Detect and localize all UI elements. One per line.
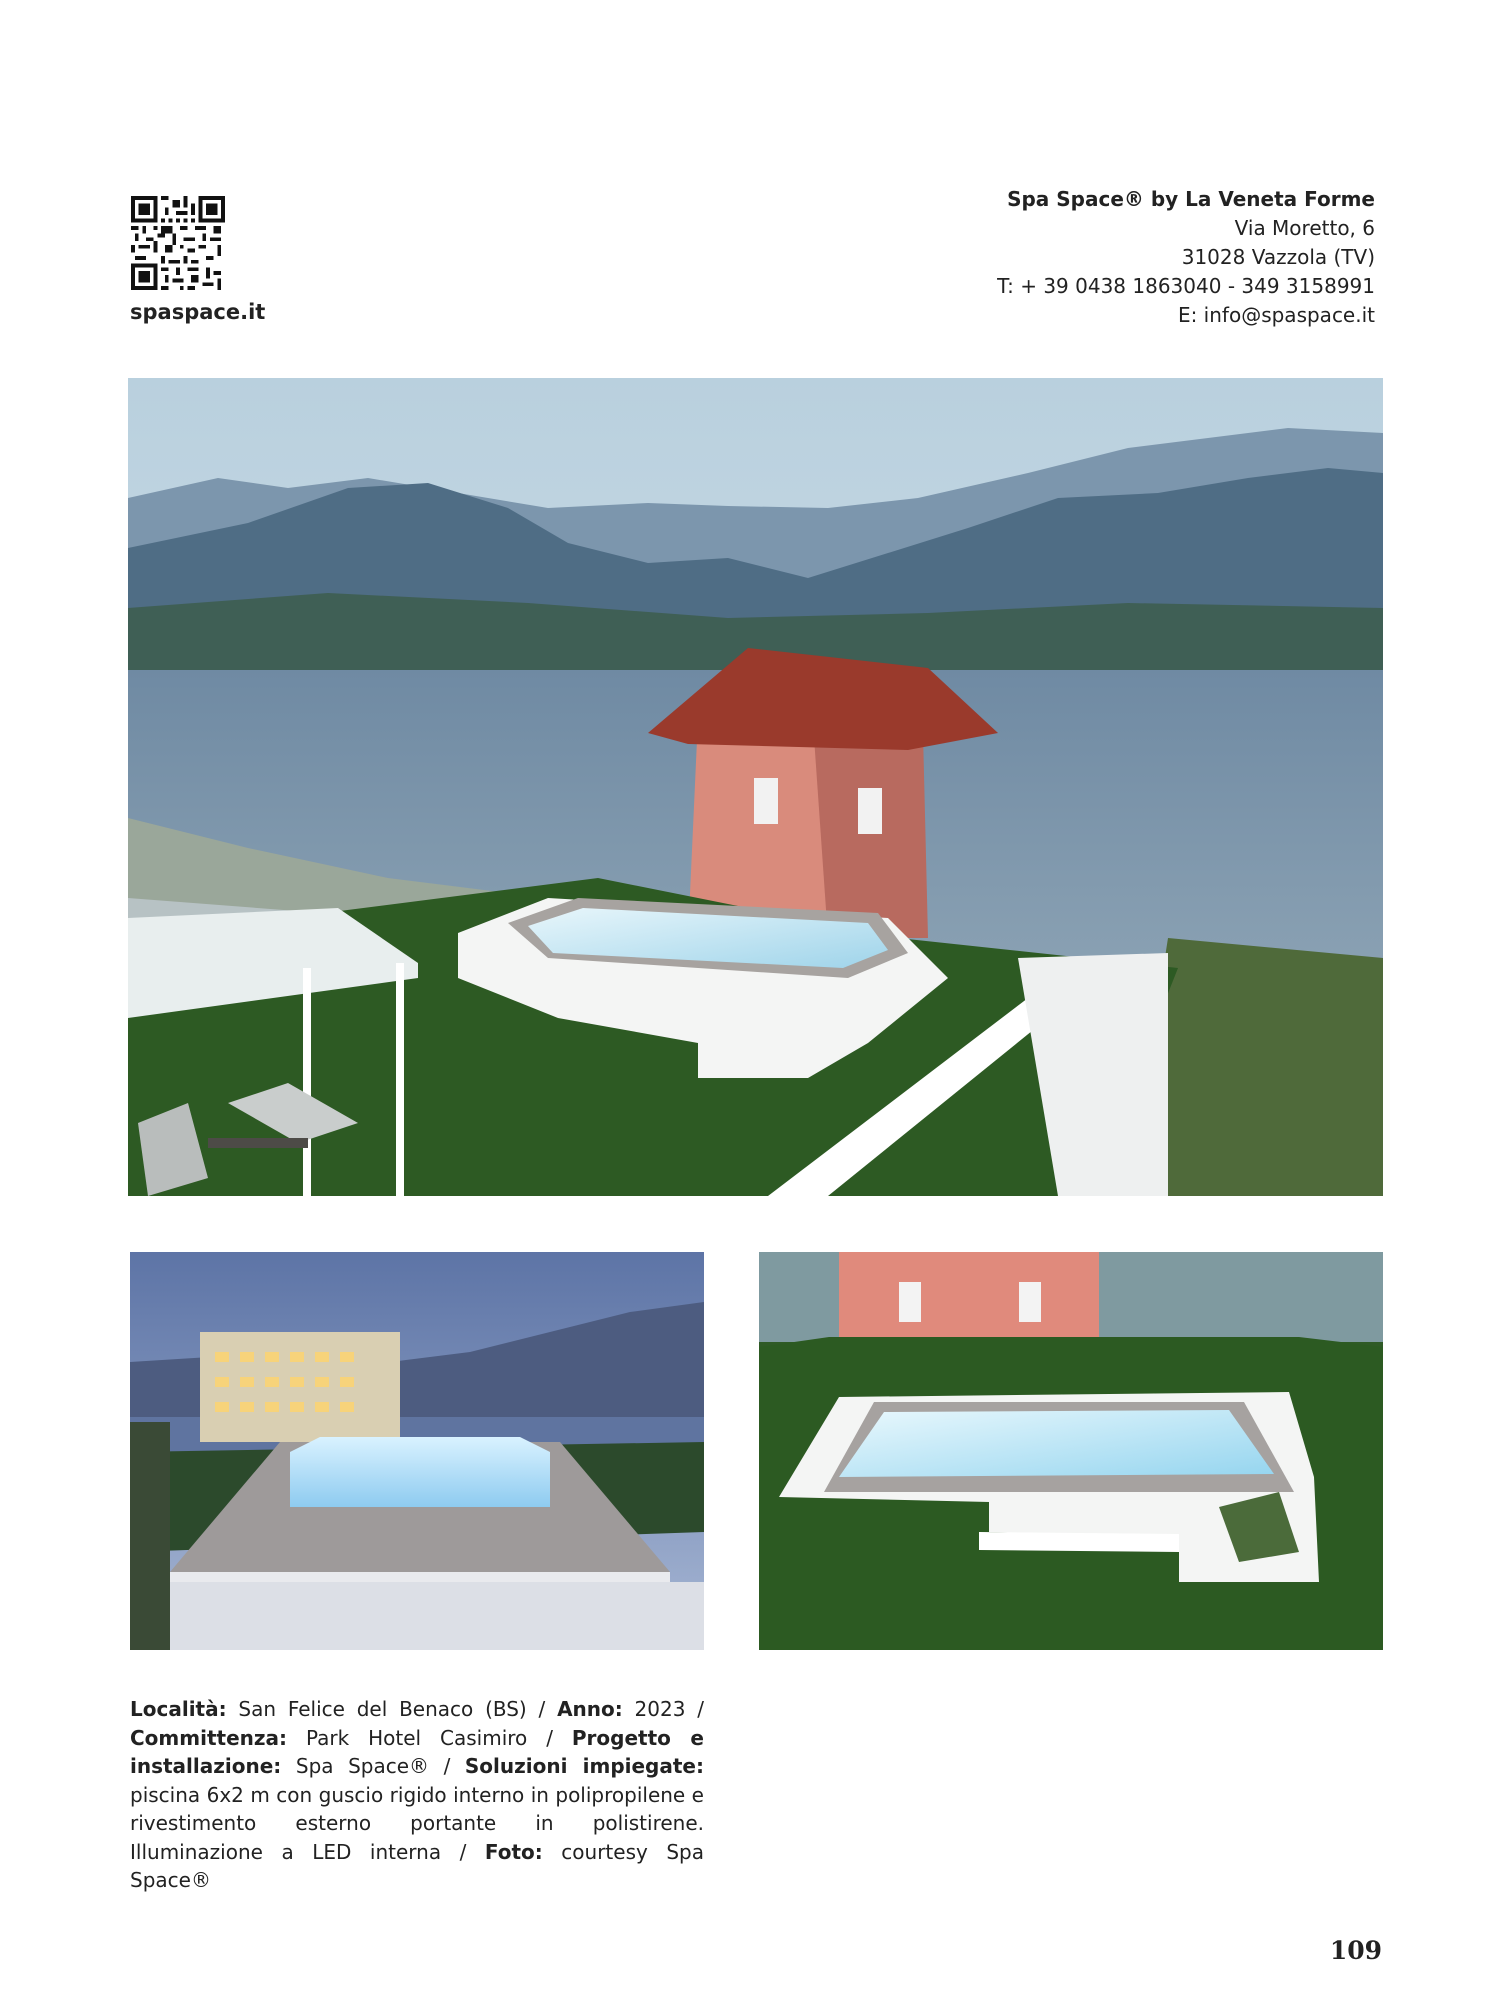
phone-number: T: + 39 0438 1863040 - 349 3158991 (997, 274, 1375, 298)
main-photo (128, 378, 1383, 1196)
website-link[interactable]: spaspace.it (130, 300, 266, 324)
company-name: Spa Space® by La Veneta Forme (1007, 187, 1375, 211)
client-value: Park Hotel Casimiro / (287, 1725, 572, 1750)
year-value: 2023 / (622, 1697, 704, 1721)
contact-block (997, 185, 1375, 330)
photo-credit-label: Foto: (484, 1839, 543, 1864)
hotel-pool-photo (130, 1252, 704, 1650)
email-address: E: info@spaspace.it (1177, 303, 1375, 327)
design-value: Spa Space® / (281, 1754, 465, 1778)
year-label: Anno: (557, 1697, 623, 1721)
solutions-label: Soluzioni impiegate: (464, 1754, 704, 1778)
address-street: Via Moretto, 6 (1234, 216, 1375, 240)
qr-code[interactable] (131, 196, 225, 290)
location-value: San Felice del Benaco (BS) / (226, 1697, 558, 1721)
address-city: 31028 Vazzola (TV) (1181, 245, 1375, 269)
project-caption (130, 1695, 704, 1895)
page-number: 109 (1329, 1936, 1382, 1965)
pool-detail-photo (759, 1252, 1383, 1650)
design-label: Progetto e installazione: (130, 1725, 704, 1778)
location-label: Località: (130, 1697, 227, 1721)
photo-credit-value: courtesy Spa Space® (130, 1839, 704, 1892)
solutions-value: piscina 6x2 m con guscio rigido interno in polipropilene e rivestimento esterno portante in polistirene. Illuminazione a LED interna / (130, 1782, 704, 1864)
client-label: Committenza: (130, 1725, 288, 1750)
